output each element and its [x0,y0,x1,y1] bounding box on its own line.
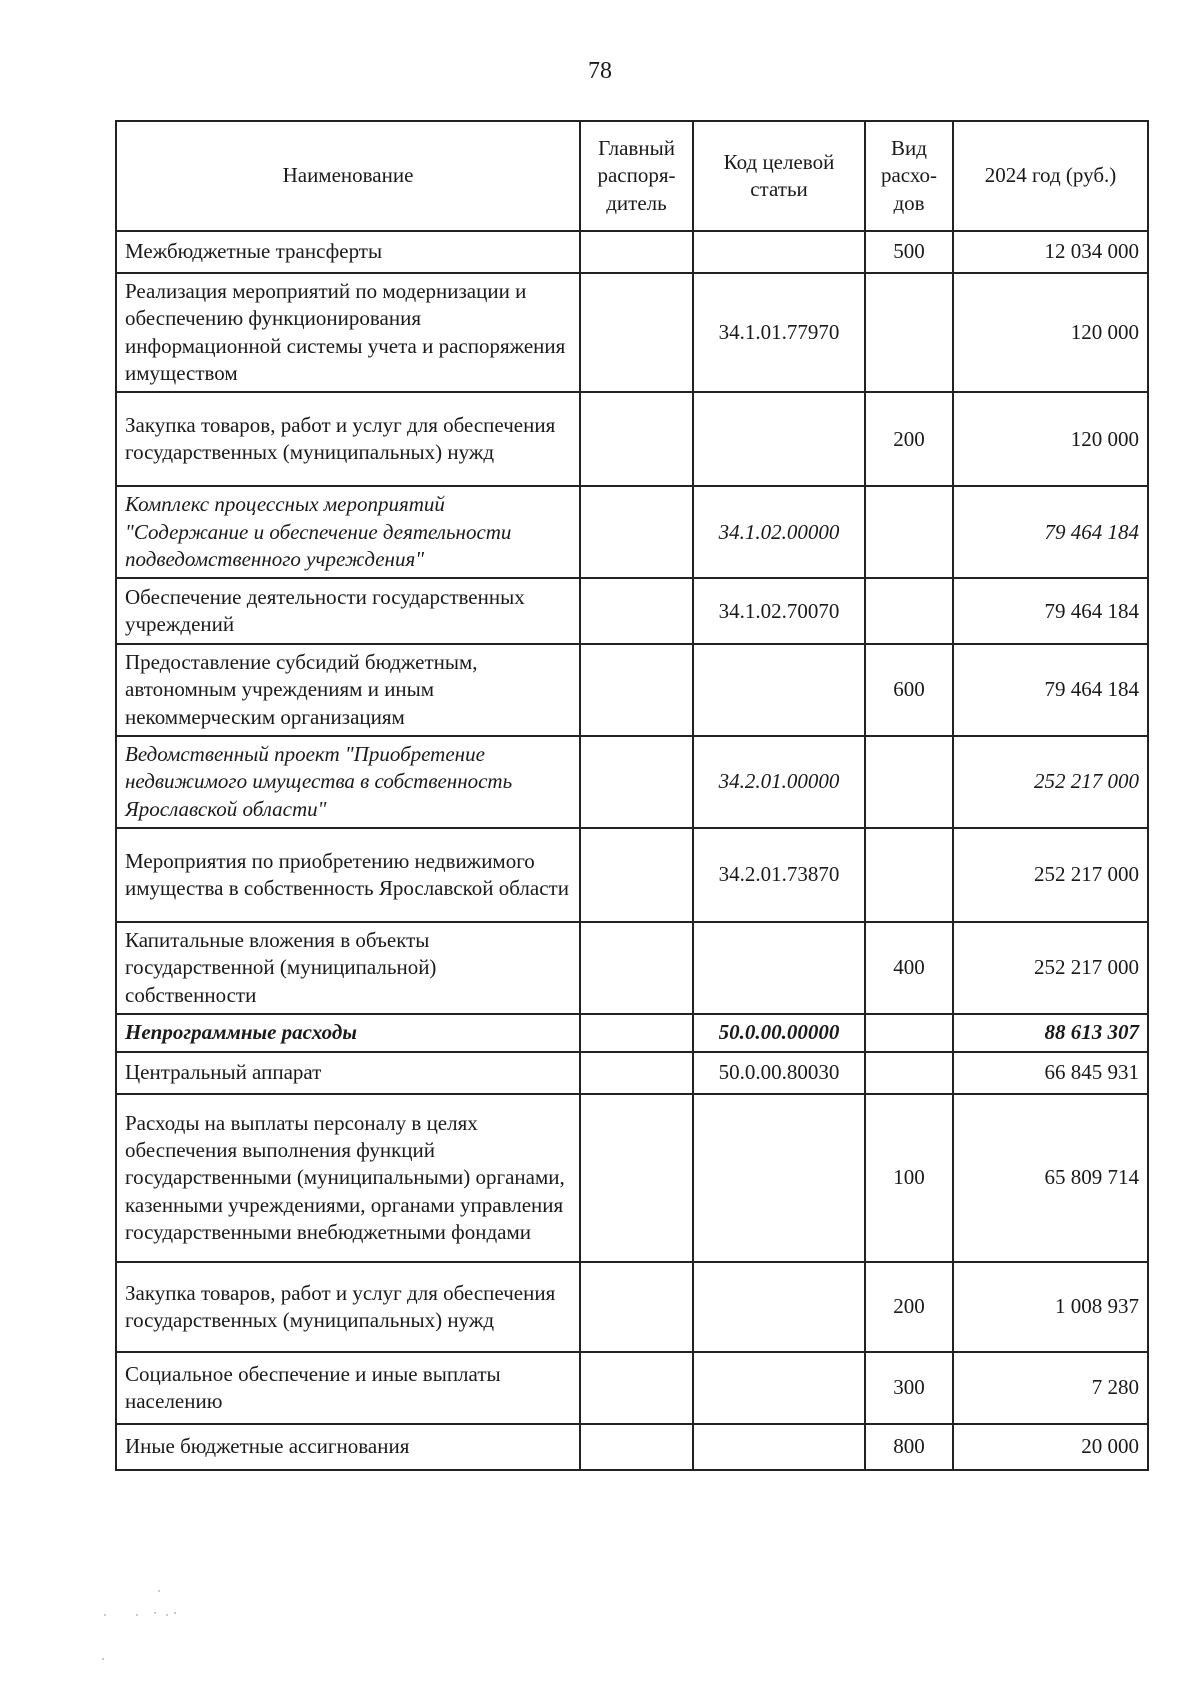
row-admin [580,828,693,922]
row-kind [865,828,953,922]
row-name: Закупка товаров, работ и услуг для обеспечения государственных (муниципальных) нужд [116,1262,580,1352]
row-name: Расходы на выплаты персоналу в целях обеспечения выполнения функций государственными (муниципальными) органами, казенными учреждениями, органами управления государственными внебюджетными фондами [116,1094,580,1262]
header-name: Наименование [116,121,580,231]
row-code [693,922,865,1014]
row-kind: 600 [865,644,953,736]
table-row [116,486,1148,578]
table-row [116,736,1148,828]
row-admin [580,486,693,578]
row-admin [580,578,693,644]
row-name: Ведомственный проект "Приобретение недвижимого имущества в собственность Ярославской области" [116,736,580,828]
row-code: 34.1.02.00000 [693,486,865,578]
row-admin [580,1052,693,1094]
budget-table [115,120,1149,1471]
row-admin [580,1352,693,1424]
table-row [116,1014,1148,1052]
row-amount: 120 000 [953,392,1148,486]
header-admin: Главный распоря-дитель [580,121,693,231]
row-amount: 120 000 [953,273,1148,392]
row-admin [580,1014,693,1052]
row-name: Социальное обеспечение и иные выплаты населению [116,1352,580,1424]
row-kind: 200 [865,392,953,486]
row-code [693,644,865,736]
row-name: Непрограммные расходы [116,1014,580,1052]
row-amount: 79 464 184 [953,644,1148,736]
row-name: Центральный аппарат [116,1052,580,1094]
table-row [116,1094,1148,1262]
row-kind [865,578,953,644]
row-kind: 800 [865,1424,953,1470]
row-code: 50.0.00.00000 [693,1014,865,1052]
row-name: Мероприятия по приобретению недвижимого имущества в собственность Ярославской области [116,828,580,922]
table-row [116,1424,1148,1470]
row-code [693,1352,865,1424]
table-row [116,1352,1148,1424]
table-row [116,828,1148,922]
row-amount: 79 464 184 [953,578,1148,644]
row-kind [865,1014,953,1052]
row-name: Комплекс процессных мероприятий "Содержание и обеспечение деятельности подведомственного учреждения" [116,486,580,578]
row-admin [580,231,693,273]
row-kind: 100 [865,1094,953,1262]
row-kind [865,1052,953,1094]
row-code: 34.2.01.73870 [693,828,865,922]
row-code [693,231,865,273]
table-row [116,231,1148,273]
row-amount: 12 034 000 [953,231,1148,273]
table-header-row [116,121,1148,231]
row-kind [865,273,953,392]
header-amount: 2024 год (руб.) [953,121,1148,231]
row-kind [865,486,953,578]
row-admin [580,1262,693,1352]
row-code [693,1424,865,1470]
table-row [116,1262,1148,1352]
row-code: 34.1.01.77970 [693,273,865,392]
header-kind: Вид расхо-дов [865,121,953,231]
table-row [116,578,1148,644]
scan-noise [100,1590,200,1670]
row-kind: 200 [865,1262,953,1352]
table-row [116,392,1148,486]
row-kind: 500 [865,231,953,273]
row-admin [580,922,693,1014]
row-admin [580,392,693,486]
row-kind: 400 [865,922,953,1014]
row-code [693,1094,865,1262]
row-code [693,392,865,486]
row-code [693,1262,865,1352]
row-admin [580,1094,693,1262]
row-amount: 252 217 000 [953,922,1148,1014]
row-name: Межбюджетные трансферты [116,231,580,273]
row-name: Обеспечение деятельности государственных учреждений [116,578,580,644]
row-amount: 79 464 184 [953,486,1148,578]
row-admin [580,273,693,392]
row-code: 50.0.00.80030 [693,1052,865,1094]
row-code: 34.1.02.70070 [693,578,865,644]
row-name: Предоставление субсидий бюджетным, автономным учреждениям и иным некоммерческим организациям [116,644,580,736]
table-row [116,273,1148,392]
row-amount: 20 000 [953,1424,1148,1470]
row-name: Реализация мероприятий по модернизации и обеспечению функционирования информационной системы учета и распоряжения имуществом [116,273,580,392]
row-amount: 66 845 931 [953,1052,1148,1094]
row-admin [580,736,693,828]
header-code: Код целевой статьи [693,121,865,231]
page-number: 78 [588,58,612,84]
row-amount: 7 280 [953,1352,1148,1424]
row-kind: 300 [865,1352,953,1424]
row-amount: 88 613 307 [953,1014,1148,1052]
table-row [116,644,1148,736]
row-admin [580,1424,693,1470]
table-row [116,922,1148,1014]
row-code: 34.2.01.00000 [693,736,865,828]
row-amount: 252 217 000 [953,736,1148,828]
table-row [116,1052,1148,1094]
row-name: Капитальные вложения в объекты государственной (муниципальной) собственности [116,922,580,1014]
row-admin [580,644,693,736]
row-amount: 252 217 000 [953,828,1148,922]
row-amount: 65 809 714 [953,1094,1148,1262]
table-body [116,231,1148,1470]
row-amount: 1 008 937 [953,1262,1148,1352]
row-name: Иные бюджетные ассигнования [116,1424,580,1470]
row-name: Закупка товаров, работ и услуг для обеспечения государственных (муниципальных) нужд [116,392,580,486]
row-kind [865,736,953,828]
